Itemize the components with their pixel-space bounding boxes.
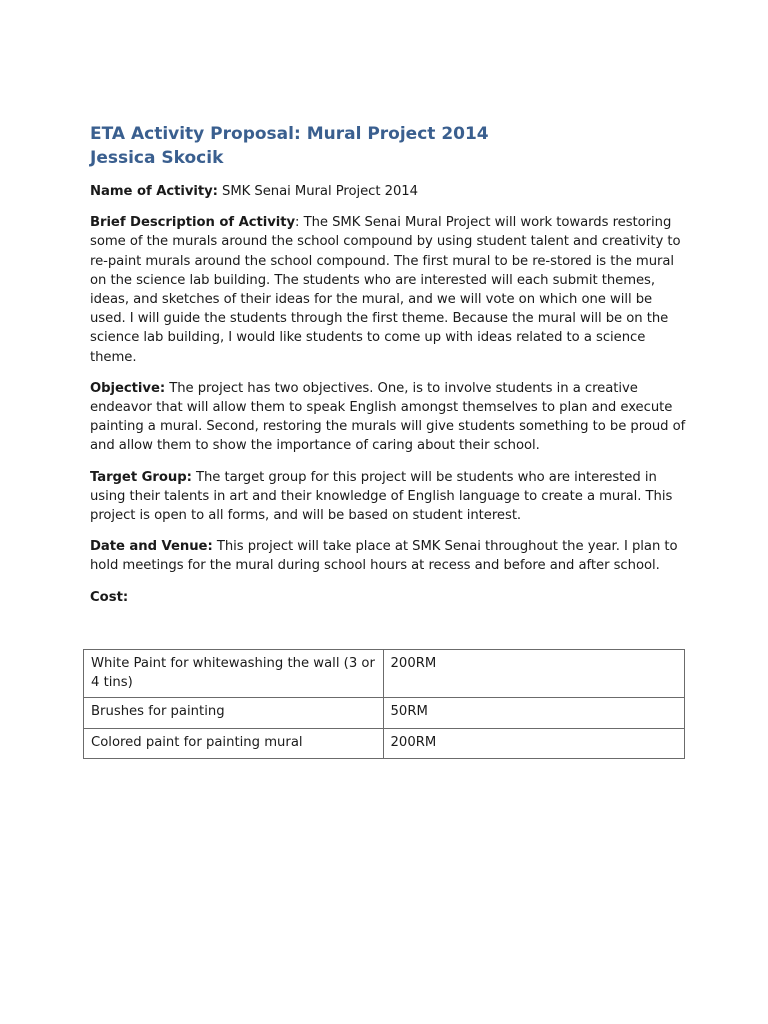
date-and-venue-label: Date and Venue:: [90, 539, 213, 555]
target-group-label: Target Group:: [90, 469, 192, 485]
objective-label: Objective:: [90, 380, 166, 396]
document-page: [90, 122, 686, 609]
target-group: [90, 468, 686, 526]
cost-item-cell: Brushes for painting: [84, 698, 384, 729]
name-of-activity-label: Name of Activity:: [90, 184, 218, 199]
date-and-venue: [90, 537, 686, 575]
cost-amount-cell: 50RM: [383, 698, 684, 729]
target-group-text: The target group for this project will be students who are interested in using their talents in art and their knowledge of English language to create a mural. This project is open to all forms, and will be based on student interest.: [90, 469, 673, 524]
name-of-activity: [90, 182, 686, 201]
table-row: [84, 698, 685, 729]
brief-description-text: : The SMK Senai Mural Project will work towards restoring some of the murals around the school compound by using student talent and creativity to re-paint murals around the school compound. The first mural to be re-stored is the mural on the science lab building. The students who are interested will each submit themes, ideas, and sketches of their ideas for the mural, and we will vote on which one will be used. I will guide the students through the first theme. Because the mural will be on the science lab building, I would like students to come up with ideas related to a science theme.: [90, 215, 681, 365]
cost-table: [83, 649, 685, 759]
objective: [90, 379, 686, 456]
cost-item-cell: Colored paint for painting mural: [84, 729, 384, 759]
date-and-venue-text: This project will take place at SMK Senai throughout the year. I plan to hold meetings for the mural during school hours at recess and before and after school.: [90, 539, 678, 574]
cost-amount-cell: 200RM: [383, 650, 684, 698]
cost-label: Cost:: [90, 589, 129, 605]
table-row: [84, 650, 685, 698]
brief-description: [90, 213, 686, 367]
document-title: [90, 122, 686, 170]
name-of-activity-text: SMK Senai Mural Project 2014: [217, 184, 418, 199]
title-line-2: Jessica Skocik: [90, 148, 224, 168]
cost-item-cell: White Paint for whitewashing the wall (3 or 4 tins): [84, 650, 384, 698]
brief-description-label: Brief Description of Activity: [90, 215, 296, 231]
objective-text: The project has two objectives. One, is to involve students in a creative endeavor that will allow them to speak English amongst themselves to plan and execute painting a mural. Second, restoring the murals will give students something to be proud of and allow them to show the importance of caring about their school.: [90, 380, 686, 454]
table-row: [84, 729, 685, 759]
cost-amount-cell: 200RM: [383, 729, 684, 759]
title-line-1: ETA Activity Proposal: Mural Project 2014: [90, 124, 489, 144]
